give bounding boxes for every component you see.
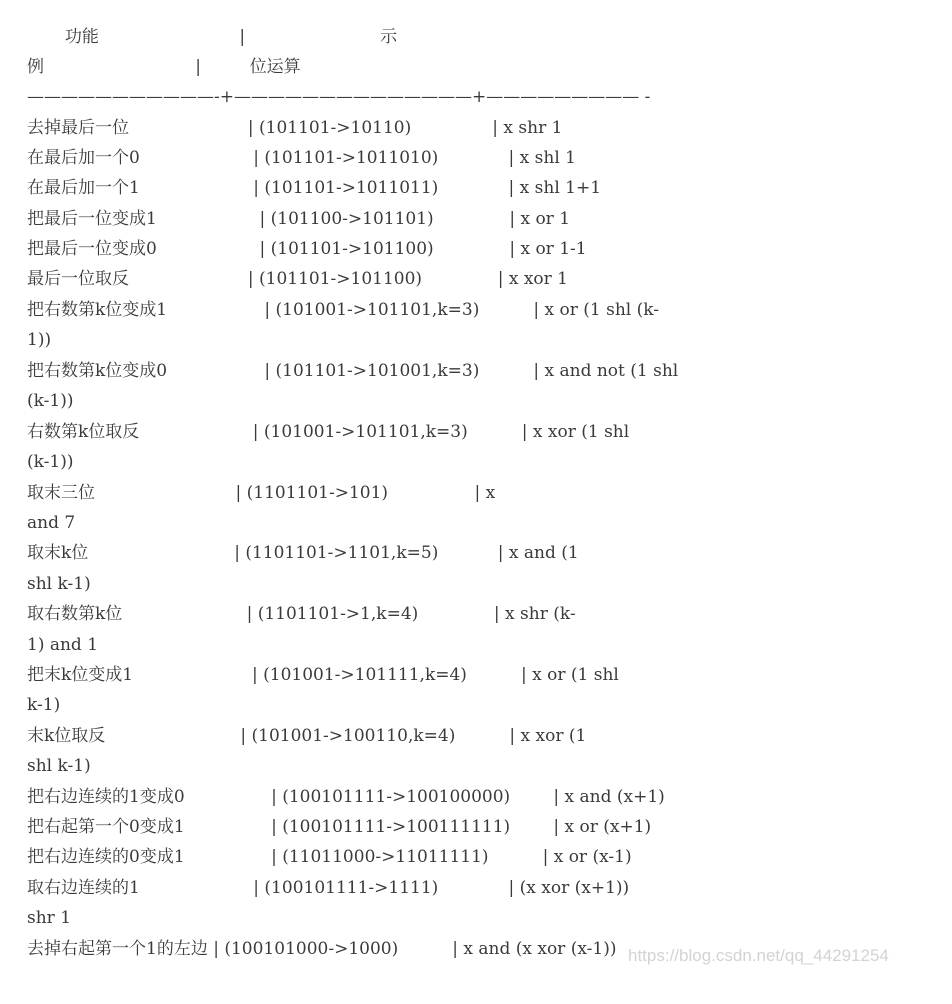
text-line: 功能 | 示: [27, 27, 398, 47]
text-line: 把右边连续的1变成0 | (100101111->100100000) | x and (x+1): [27, 787, 665, 807]
text-line: 把右边连续的0变成1 | (11011000->11011111) | x or (x-1): [27, 847, 632, 867]
text-line: (k-1)): [27, 452, 74, 472]
text-line: 把末k位变成1 | (101001->101111,k=4) | x or (1 shl: [27, 665, 619, 685]
text-line: shr 1: [27, 908, 72, 928]
text-line: 取右数第k位 | (1101101->1,k=4) | x shr (k-: [27, 604, 576, 624]
text-line: k-1): [27, 695, 61, 715]
divider-line: ———————————-+——————————————+————————— -: [27, 87, 651, 107]
text-line: and 7: [27, 513, 76, 533]
text-line: 去掉最后一位 | (101101->10110) | x shr 1: [27, 118, 563, 138]
text-line: 把右数第k位变成0 | (101101->101001,k=3) | x and not (1 shl: [27, 361, 679, 381]
watermark: https://blog.csdn.net/qq_44291254: [628, 946, 889, 965]
text-line: 把右起第一个0变成1 | (100101111->100111111) | x or (x+1): [27, 817, 652, 837]
text-line: 最后一位取反 | (101101->101100) | x xor 1: [27, 269, 569, 289]
text-line: 在最后加一个0 | (101101->1011010) | x shl 1: [27, 148, 576, 168]
text-line: (k-1)): [27, 391, 74, 411]
text-line: 在最后加一个1 | (101101->1011011) | x shl 1+1: [27, 178, 602, 198]
text-line: 取末三位 | (1101101->101) | x: [27, 483, 496, 503]
text-line: 右数第k位取反 | (101001->101101,k=3) | x xor (1 shl: [27, 422, 630, 442]
text-line: 例 | 位运算: [27, 57, 301, 77]
text-line: shl k-1): [27, 756, 91, 776]
text-line: 末k位取反 | (101001->100110,k=4) | x xor (1: [27, 726, 587, 746]
text-line: 把最后一位变成1 | (101100->101101) | x or 1: [27, 209, 571, 229]
text-line: 去掉右起第一个1的左边 | (100101000->1000) | x and (x xor (x-1)): [27, 939, 617, 959]
text-line: 1) and 1: [27, 635, 99, 655]
text-line: 1)): [27, 330, 52, 350]
text-line: 把最后一位变成0 | (101101->101100) | x or 1-1: [27, 239, 587, 259]
text-line: shl k-1): [27, 574, 91, 594]
text-line: 取末k位 | (1101101->1101,k=5) | x and (1: [27, 543, 579, 563]
text-line: 把右数第k位变成1 | (101001->101101,k=3) | x or (1 shl (k-: [27, 300, 659, 320]
text-line: 取右边连续的1 | (100101111->1111) | (x xor (x+1)): [27, 878, 630, 898]
